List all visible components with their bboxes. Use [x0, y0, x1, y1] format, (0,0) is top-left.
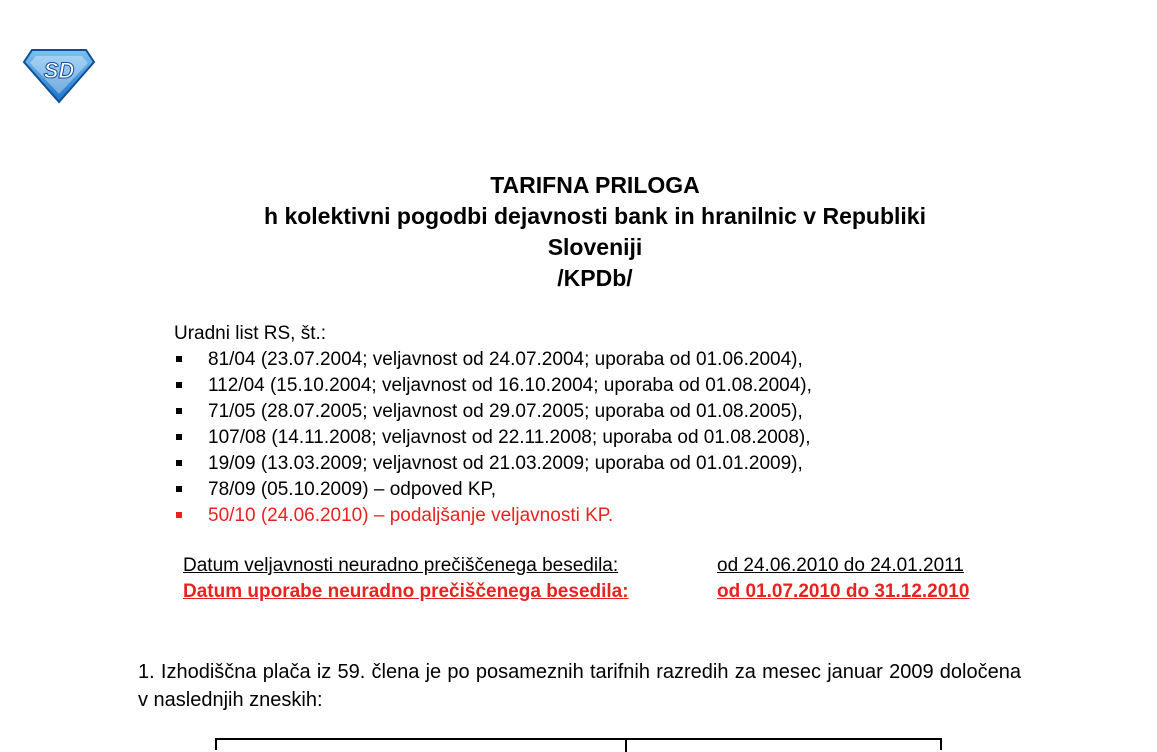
references-list	[174, 347, 812, 529]
title-line-1: TARIFNA PRILOGA	[490, 172, 700, 198]
application-row	[183, 579, 969, 605]
company-logo-icon	[22, 48, 96, 104]
validity-value: od 24.06.2010 do 24.01.2011	[717, 555, 964, 576]
title-line-2: h kolektivni pogodbi dejavnosti bank in hranilnic v Republiki	[264, 203, 926, 229]
table-column-divider	[625, 740, 627, 752]
list-item: 107/08 (14.11.2008; veljavnost od 22.11.2008; uporaba od 01.08.2008),	[174, 425, 812, 451]
references-heading: Uradni list RS, št.:	[174, 323, 327, 344]
list-item: 112/04 (15.10.2004; veljavnost od 16.10.2004; uporaba od 01.08.2004),	[174, 373, 812, 399]
validity-label: Datum veljavnosti neuradno prečiščenega besedila:	[183, 555, 619, 576]
body-paragraph: 1. Izhodiščna plača iz 59. člena je po posameznih tarifnih razredih za mesec januar 2009 določena v naslednjih zneskih:	[138, 661, 1021, 711]
document-title	[190, 170, 1000, 294]
consolidated-text-dates	[183, 553, 969, 605]
list-item-highlighted: 50/10 (24.06.2010) – podaljšanje veljavnosti KP.	[174, 503, 812, 529]
title-line-4: /KPDb/	[557, 265, 633, 291]
salary-table-top-edge	[215, 738, 942, 750]
application-label: Datum uporabe neuradno prečiščenega besedila:	[183, 581, 629, 602]
application-value: od 01.07.2010 do 31.12.2010	[717, 581, 970, 602]
svg-text:SD: SD	[43, 58, 75, 83]
list-item: 78/09 (05.10.2009) – odpoved KP,	[174, 477, 812, 503]
list-item: 81/04 (23.07.2004; veljavnost od 24.07.2004; uporaba od 01.06.2004),	[174, 347, 812, 373]
list-item: 19/09 (13.03.2009; veljavnost od 21.03.2009; uporaba od 01.01.2009),	[174, 451, 812, 477]
title-line-3: Sloveniji	[547, 234, 643, 260]
list-item: 71/05 (28.07.2005; veljavnost od 29.07.2005; uporaba od 01.08.2005),	[174, 399, 812, 425]
gazette-references	[174, 321, 812, 529]
validity-row	[183, 553, 969, 579]
